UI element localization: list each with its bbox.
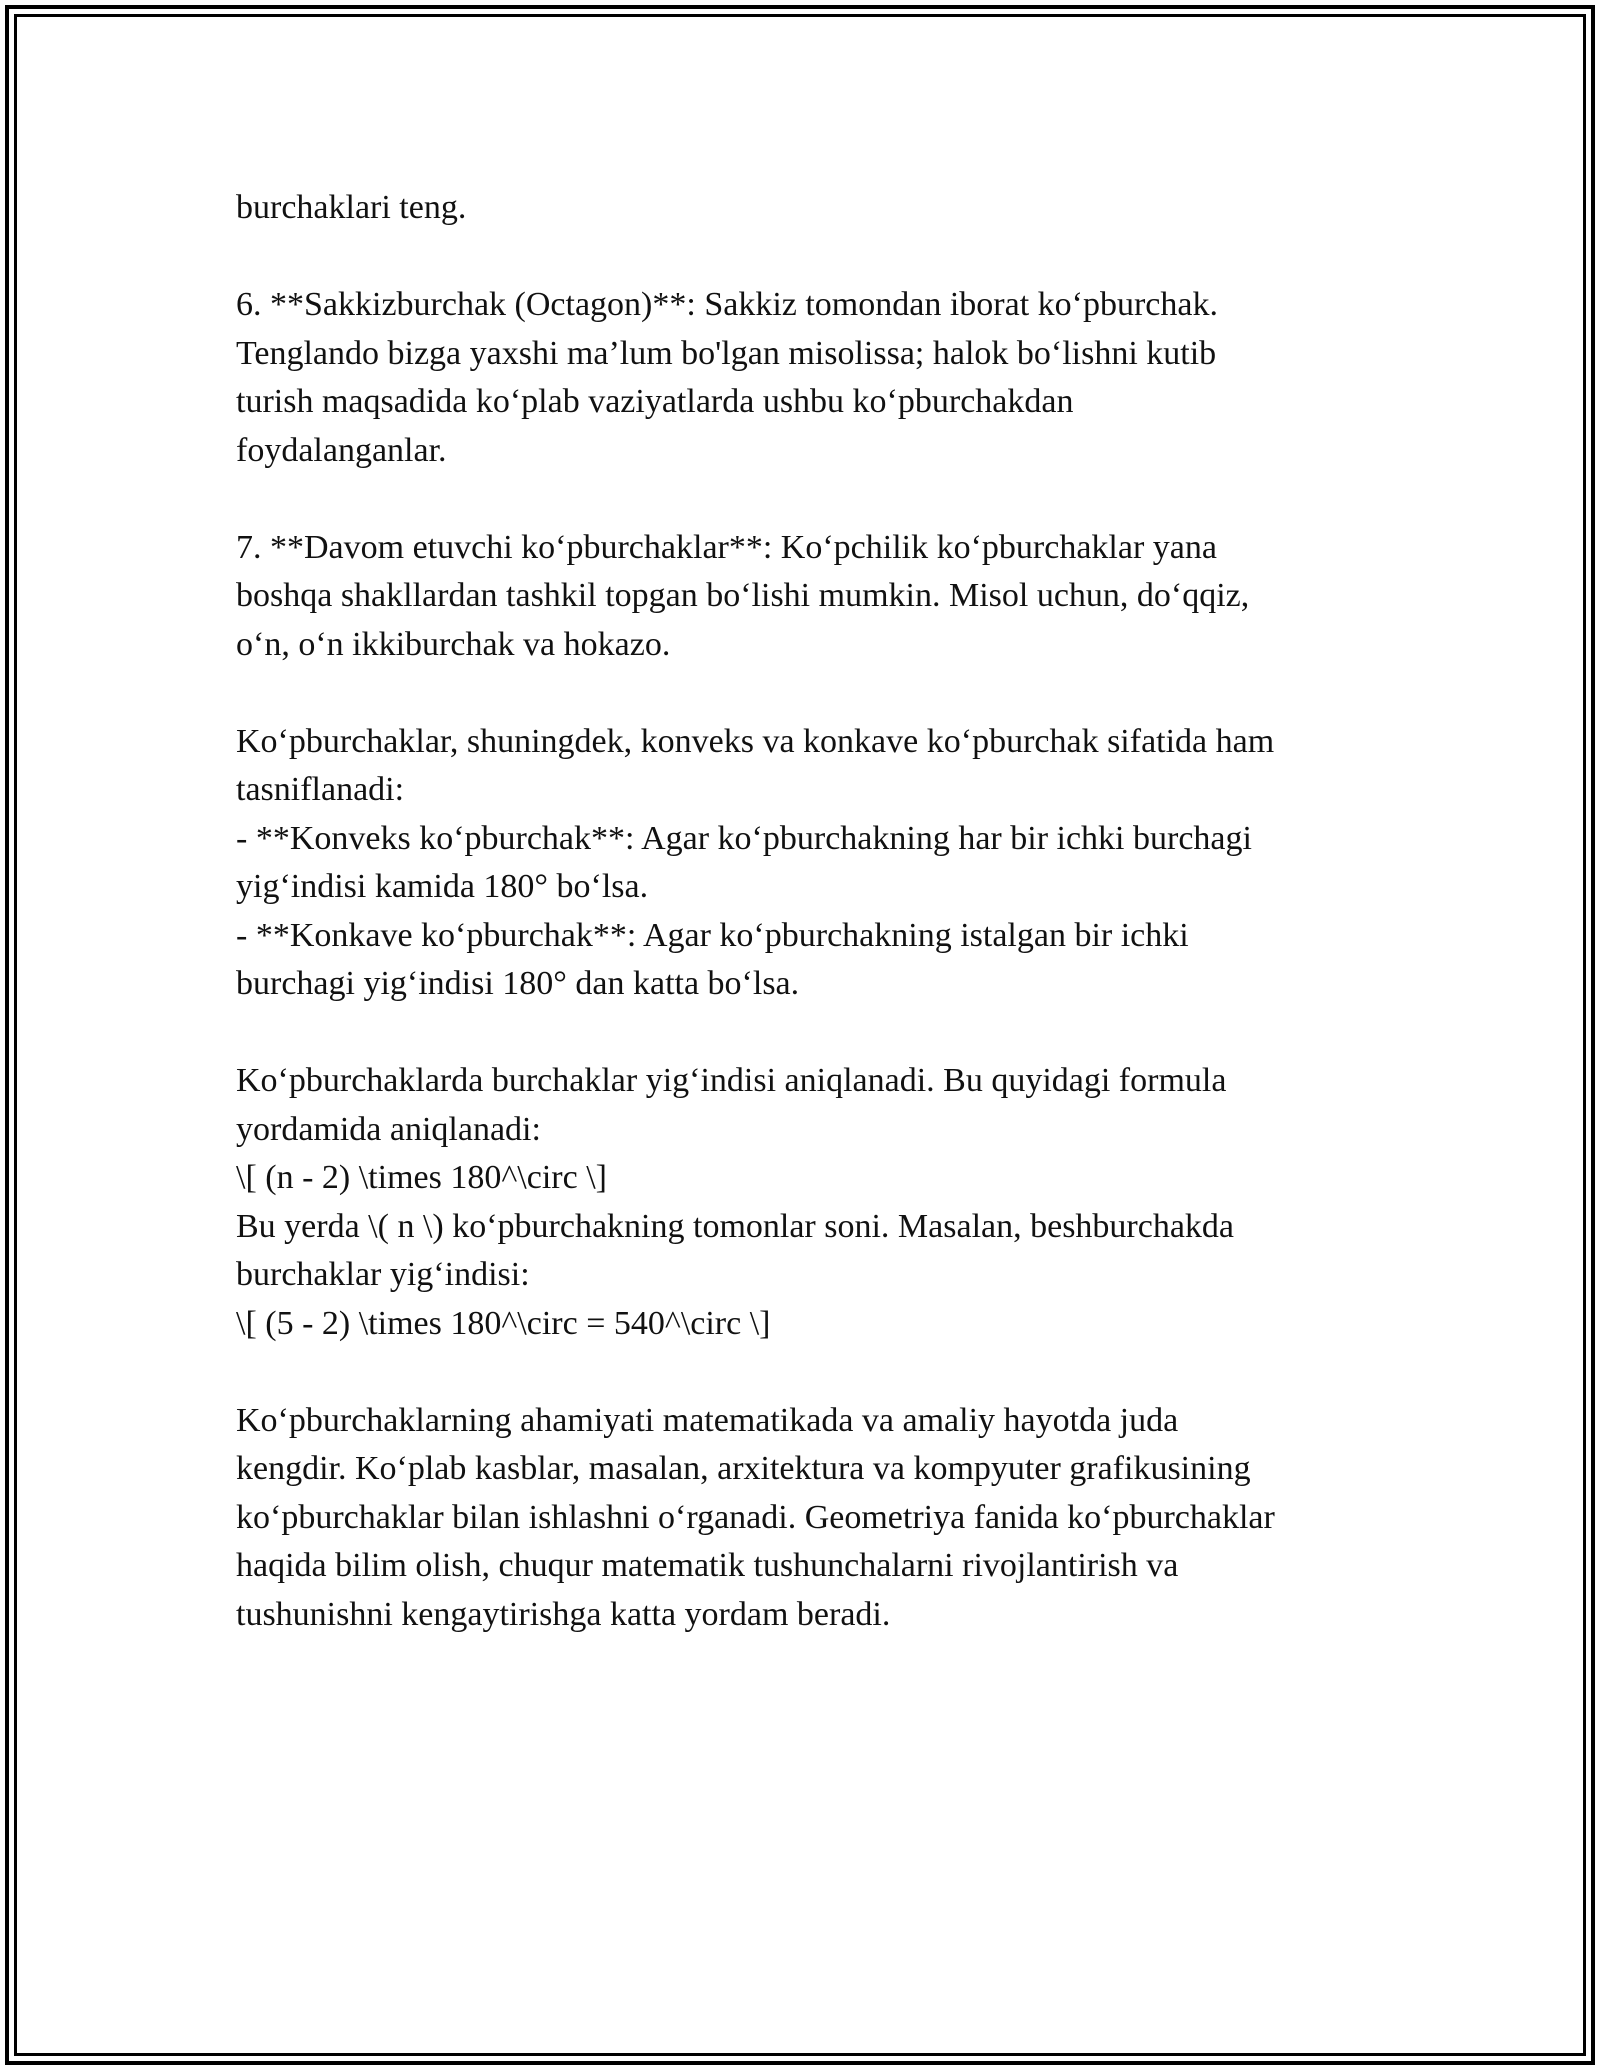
paragraph-importance: Ko‘pburchaklarning ahamiyati matematikada va amaliy hayotda juda kengdir. Ko‘plab kasblar, masalan, arxitektura va kompyuter grafikusining ko‘pburchaklar bilan ishlashni o‘rganadi. Geometriya fanida ko‘pburchaklar haqida bilim olish, chuqur matematik tushunchalarni rivojlantirish va tushunishni kengaytirishga katta yordam beradi. — [236, 1401, 1275, 1633]
paragraph-angle-sum-formula: Ko‘pburchaklarda burchaklar yig‘indisi aniqlanadi. Bu quyidagi formula yordamida aniqlanadi: \[ (n - 2) \times 180^\circ \] Bu yerda \( n \) ko‘pburchakning tomonlar soni. Masalan, beshburchakda burchaklar yig‘indisi: \[ (5 - 2) \times 180^\circ = 540^\circ \] — [236, 1062, 1235, 1342]
document-body — [236, 184, 1376, 1688]
paragraph-octagon: 6. **Sakkizburchak (Octagon)**: Sakkiz tomondan iborat ko‘pburchak. Tenglando bizga yaxshi ma’lum bo'lgan misolissa; halok bo‘lishni kutib turish maqsadida ko‘plab vaziyatlarda ushbu ko‘pburchakdan foydalanganlar. — [236, 286, 1218, 469]
paragraph-continuation: burchaklari teng. — [236, 189, 467, 226]
paragraph-convex-concave: Ko‘pburchaklar, shuningdek, konveks va konkave ko‘pburchak sifatida ham tasniflanadi: - **Konveks ko‘pburchak**: Agar ko‘pburchakning har bir ichki burchagi yig‘indisi kamida 180° bo‘lsa. - **Konkave ko‘pburchak**: Agar ko‘pburchakning istalgan bir ichki burchagi yig‘indisi 180° dan katta bo‘lsa. — [236, 722, 1275, 1002]
paragraph-continuing-polygons: 7. **Davom etuvchi ko‘pburchaklar**: Ko‘pchilik ko‘pburchaklar yana boshqa shakllardan tashkil topgan bo‘lishi mumkin. Misol uchun, do‘qqiz, o‘n, o‘n ikkiburchak va hokazo. — [236, 528, 1250, 663]
